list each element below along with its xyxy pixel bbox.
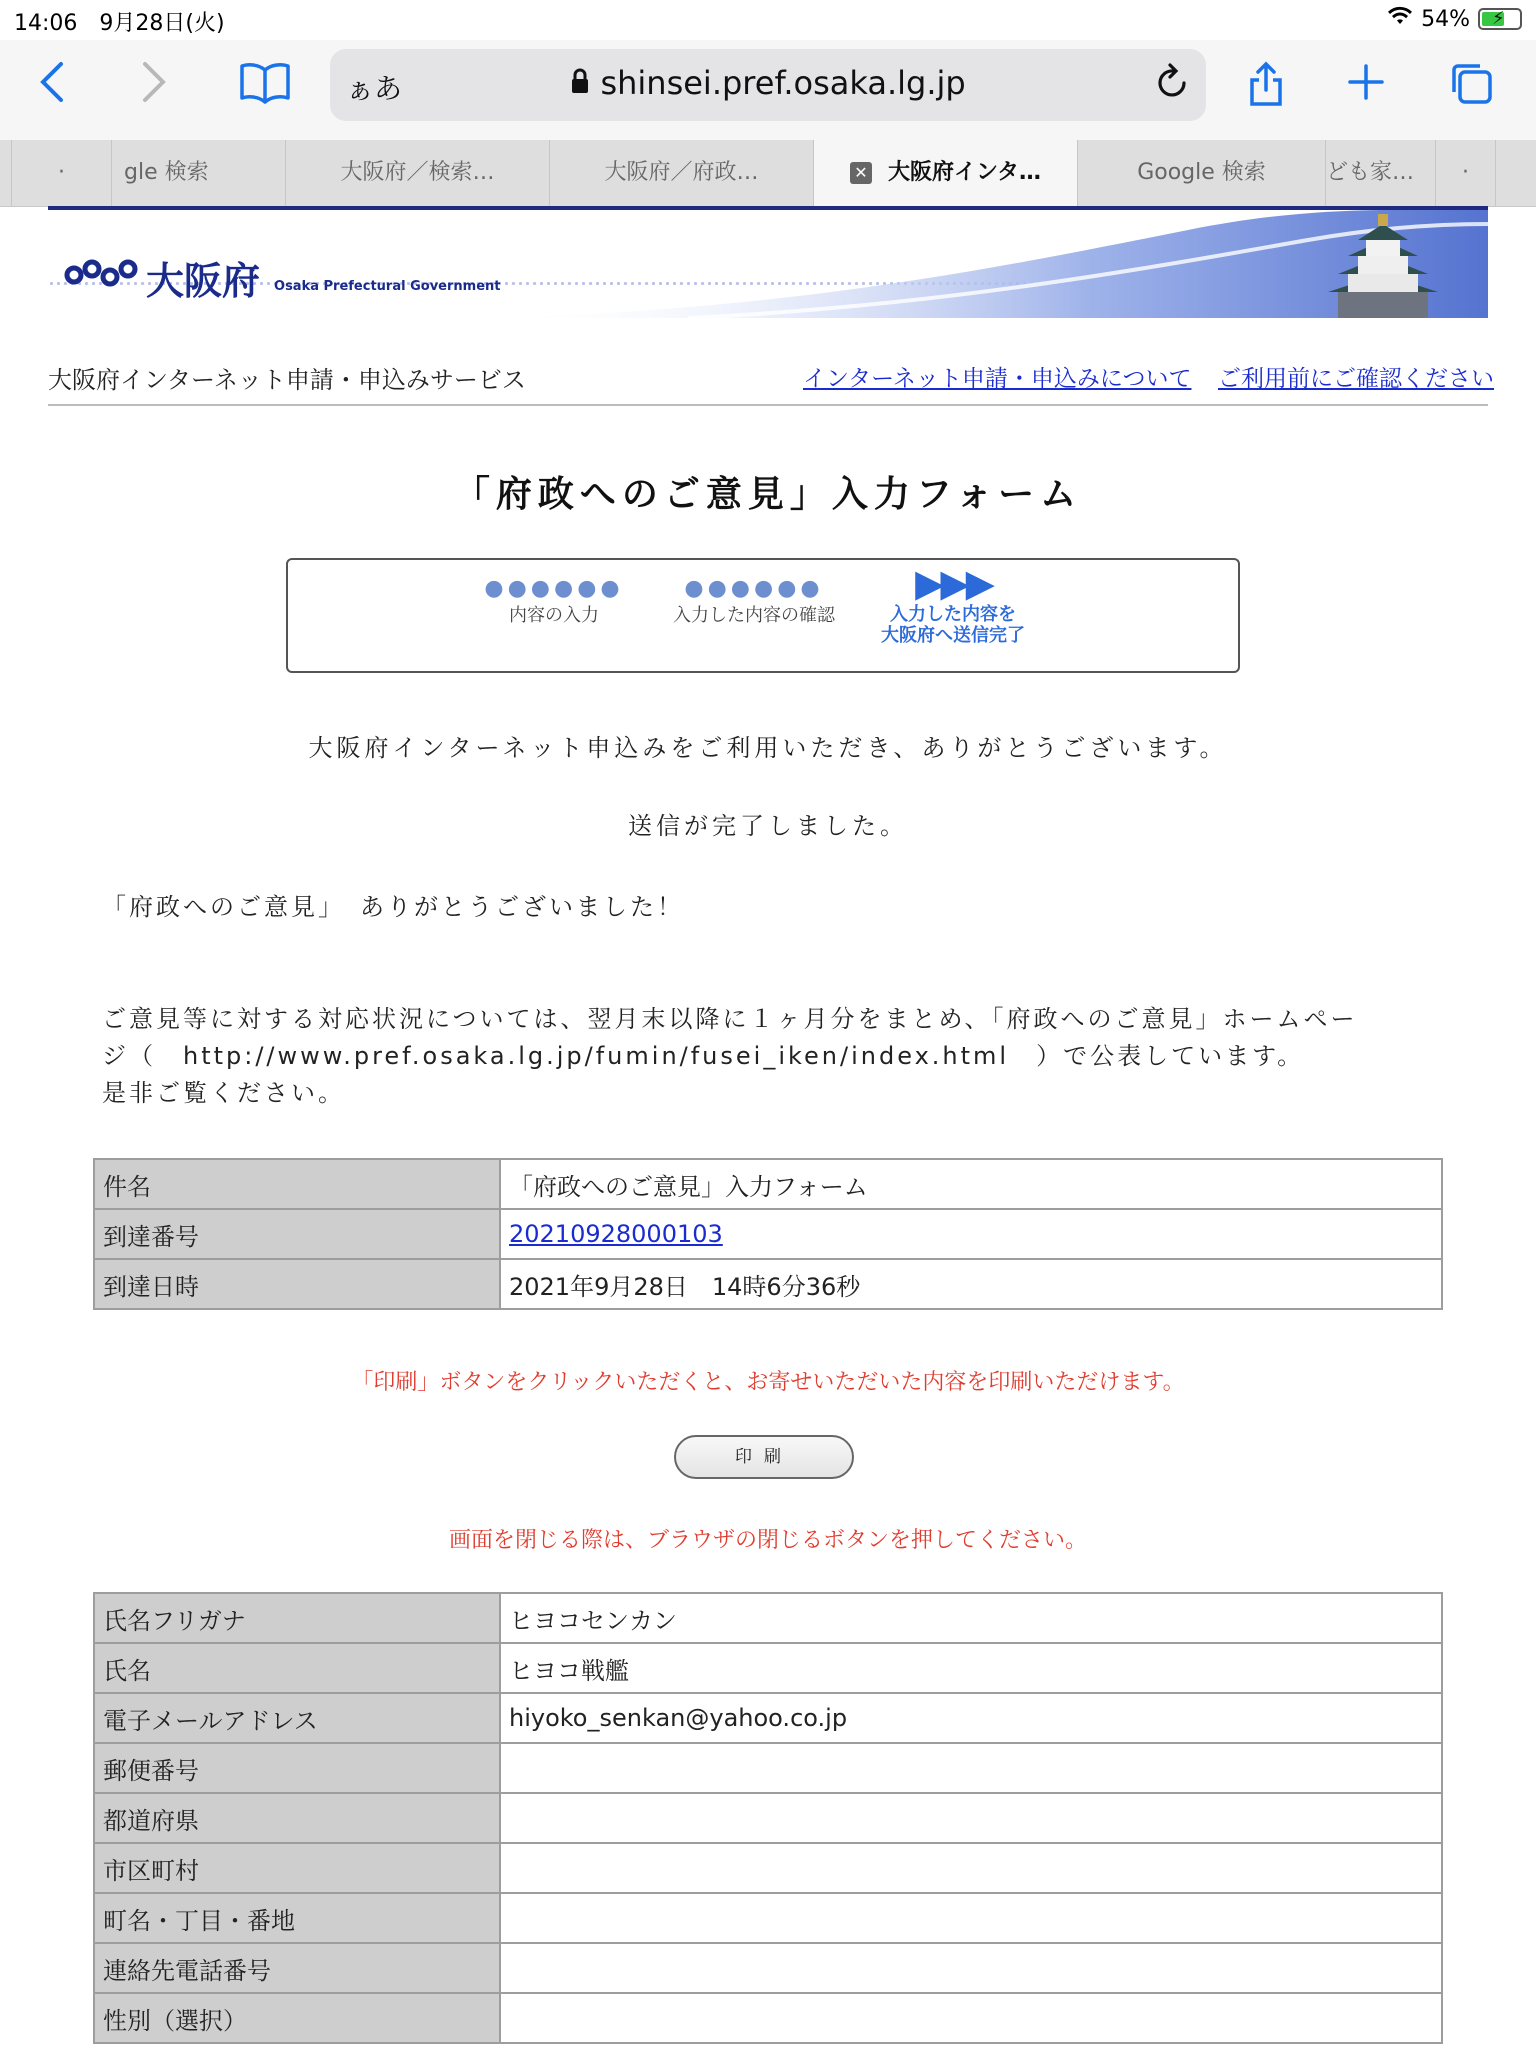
reload-icon[interactable] (1156, 61, 1190, 110)
tab-edge-left (0, 140, 12, 206)
table-row (94, 1593, 1442, 1643)
arrival-number-label: 到達番号 (94, 1209, 500, 1259)
form-thanks-message: 「府政へのご意見」 ありがとうございました！ (102, 893, 684, 921)
tab-osaka-search[interactable]: 大阪府／検索… (286, 140, 550, 206)
postal-code-label: 郵便番号 (94, 1743, 500, 1793)
site-logo[interactable] (64, 250, 500, 305)
lock-icon (570, 64, 600, 102)
furigana-label: 氏名フリガナ (94, 1593, 500, 1643)
thanks-message: 大阪府インターネット申込みをご利用いただき、ありがとうございます。 (308, 734, 1228, 762)
close-note: 画面を閉じる際は、ブラウザの閉じるボタンを押してください。 (448, 1528, 1087, 1553)
tab-partial-right[interactable]: ども家… (1326, 140, 1436, 206)
forward-icon[interactable] (124, 60, 184, 110)
table-row (94, 1643, 1442, 1693)
step-dots-icon: ●●●●●● (484, 576, 624, 601)
url-text: shinsei.pref.osaka.lg.jp (330, 64, 1206, 102)
arrival-number-link[interactable]: 20210928000103 (509, 1220, 723, 1248)
tab-osaka-internet-active[interactable]: ✕ 大阪府インタ… (814, 140, 1078, 206)
street-label: 町名・丁目・番地 (94, 1893, 500, 1943)
print-button[interactable]: 印刷 (674, 1435, 854, 1479)
step-confirm: ●●●●●● 入力した内容の確認 (660, 576, 848, 627)
gender-label: 性別（選択） (94, 1993, 500, 2043)
postal-code-value (500, 1743, 1442, 1793)
logo-text: 大阪府 (146, 258, 261, 303)
share-icon[interactable] (1236, 60, 1296, 110)
table-row (94, 1943, 1442, 1993)
subject-value: 「府政へのご意見」入力フォーム (500, 1159, 1442, 1209)
table-row (94, 1159, 1442, 1209)
close-tab-icon[interactable]: ✕ (850, 162, 872, 184)
address-bar[interactable] (330, 49, 1206, 121)
battery-icon: ⚡ (1478, 8, 1522, 30)
status-bar (0, 0, 1536, 40)
summary-table (93, 1158, 1443, 1310)
notice-paragraph: ご意見等に対する対応状況については、翌月末以降に１ヶ月分をまとめ、「府政へのご意見」ホームペー ジ（ http://www.pref.osaka.lg.jp/fumin/fusei_iken/index.html ）で公表しています。 是非ご覧ください。 (102, 1005, 1358, 1107)
details-table (93, 1592, 1443, 2044)
site-banner (48, 210, 1488, 318)
header-divider (48, 404, 1488, 406)
subject-label: 件名 (94, 1159, 500, 1209)
tab-google-search-1[interactable]: gle 検索 (112, 140, 286, 206)
sent-message: 送信が完了しました。 (628, 812, 908, 840)
reader-options-button[interactable]: ぁあ (346, 72, 403, 105)
email-value: hiyoko_senkan@yahoo.co.jp (500, 1693, 1442, 1743)
logo-subtitle: Osaka Prefectural Government (274, 279, 501, 294)
phone-label: 連絡先電話番号 (94, 1943, 500, 1993)
status-time: 14:06 9月28日(火) (14, 11, 225, 36)
email-label: 電子メールアドレス (94, 1693, 500, 1743)
arrival-date-value: 2021年9月28日 14時6分36秒 (500, 1259, 1442, 1309)
tab-google-search-2[interactable]: Google 検索 (1078, 140, 1326, 206)
browser-toolbar (0, 40, 1536, 140)
step-dots-icon: ●●●●●● (684, 576, 824, 601)
table-row (94, 1993, 1442, 2043)
page-title: 「府政へのご意見」入力フォーム (453, 474, 1083, 515)
osaka-castle-icon (1318, 212, 1448, 318)
progress-steps (286, 558, 1240, 673)
battery-percent: 54% (1421, 6, 1470, 32)
city-label: 市区町村 (94, 1843, 500, 1893)
bookmarks-icon[interactable] (232, 60, 298, 110)
step-arrows-icon: ▶▶▶ (915, 561, 991, 605)
confirm-before-use-link[interactable]: ご利用前にご確認ください (1218, 366, 1494, 392)
table-row (94, 1893, 1442, 1943)
osaka-emblem-icon (64, 253, 140, 302)
print-note: 「印刷」ボタンをクリックいただくと、お寄せいただいた内容を印刷いただけます。 (351, 1370, 1185, 1395)
wifi-icon (1387, 6, 1413, 32)
furigana-value: ヒヨコセンカン (500, 1593, 1442, 1643)
step-complete: ▶▶▶ 入力した内容を 大阪府へ送信完了 (868, 562, 1038, 646)
back-icon[interactable] (22, 60, 82, 110)
prefecture-label: 都道府県 (94, 1793, 500, 1843)
arrival-date-label: 到達日時 (94, 1259, 500, 1309)
about-internet-application-link[interactable]: インターネット申請・申込みについて (803, 366, 1192, 392)
gender-value (500, 1993, 1442, 2043)
tabs-overview-icon[interactable] (1440, 60, 1500, 110)
name-label: 氏名 (94, 1643, 500, 1693)
table-row (94, 1209, 1442, 1259)
table-row (94, 1843, 1442, 1893)
city-value (500, 1843, 1442, 1893)
service-name: 大阪府インターネット申請・申込みサービス (48, 366, 526, 394)
street-value (500, 1893, 1442, 1943)
tab-osaka-fusei[interactable]: 大阪府／府政… (550, 140, 814, 206)
prefecture-value (500, 1793, 1442, 1843)
table-row (94, 1693, 1442, 1743)
table-row (94, 1793, 1442, 1843)
table-row (94, 1259, 1442, 1309)
new-tab-icon[interactable] (1336, 60, 1396, 110)
name-value: ヒヨコ戦艦 (500, 1643, 1442, 1693)
status-right (1387, 6, 1522, 32)
tab-strip (0, 140, 1536, 207)
step-input: ●●●●●● 内容の入力 (474, 576, 634, 627)
arrival-number-cell (500, 1209, 1442, 1259)
phone-value (500, 1943, 1442, 1993)
tab-more[interactable]: · (1436, 140, 1496, 206)
tab-partial-left[interactable]: · (12, 140, 112, 206)
table-row (94, 1743, 1442, 1793)
